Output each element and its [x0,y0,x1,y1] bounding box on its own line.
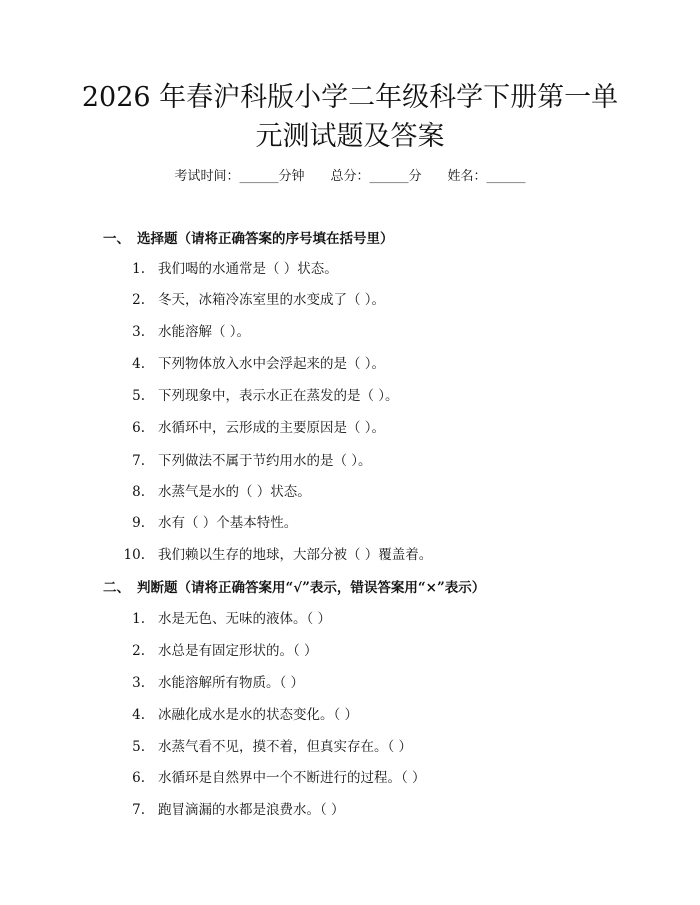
exam-info-line: 考试时间：______分钟 总分：______分 姓名：______ [174,169,526,184]
section-number: 一、 [103,231,130,247]
section-heading-true-false [103,578,485,598]
section-heading-choice [103,229,394,249]
question-text: 水是无色、无味的液体。（ ） [158,611,332,627]
question-text: 我们赖以生存的地球，大部分被（ ）覆盖着。 [158,547,433,563]
page-title-line2: 元测试题及答案 [255,121,445,152]
section-title: 选择题（请将正确答案的序号填在括号里） [137,231,394,247]
question-number: 1. [132,261,145,277]
question-number: 2. [132,292,145,308]
question-text: 水蒸气看不见，摸不着，但真实存在。（ ） [158,739,413,755]
question-number: 2. [132,643,145,659]
question-text: 跑冒滴漏的水都是浪费水。（ ） [158,802,345,818]
question-number: 10. [123,547,145,563]
question-number: 5. [132,388,145,404]
question-text: 冰融化成水是水的状态变化。（ ） [158,707,359,723]
question-text: 水有（ ）个基本特性。 [158,515,298,531]
question-number: 7. [132,453,145,469]
question-text: 水循环是自然界中一个不断进行的过程。（ ） [158,770,426,786]
question-number: 9. [132,515,145,531]
question-text: 水循环中，云形成的主要原因是（ ）。 [158,420,386,436]
question-number: 6. [132,420,145,436]
question-number: 8. [132,484,145,500]
question-text: 下列物体放入水中会浮起来的是（ ）。 [158,356,386,372]
question-number: 3. [132,324,145,340]
section-number: 二、 [103,580,130,596]
question-number: 5. [132,739,145,755]
question-number: 4. [132,356,145,372]
question-text: 水能溶解（ ）。 [158,324,251,340]
question-number: 3. [132,675,145,691]
section-title: 判断题（请将正确答案用“√”表示，错误答案用“×”表示） [137,580,486,596]
question-text: 水能溶解所有物质。（ ） [158,675,305,691]
question-text: 下列做法不属于节约用水的是（ ）。 [158,453,372,469]
question-text: 下列现象中，表示水正在蒸发的是（ ）。 [158,388,399,404]
question-text: 水蒸气是水的（ ）状态。 [158,484,311,500]
page-title-line1: 2026 年春沪科版小学二年级科学下册第一单 [81,82,619,113]
question-number: 1. [132,611,145,627]
question-text: 冬天，冰箱冷冻室里的水变成了（ ）。 [158,292,386,308]
question-text: 我们喝的水通常是（ ）状态。 [158,261,338,277]
question-number: 6. [132,770,145,786]
question-number: 4. [132,707,145,723]
question-number: 7. [132,802,145,818]
question-text: 水总是有固定形状的。（ ） [158,643,318,659]
